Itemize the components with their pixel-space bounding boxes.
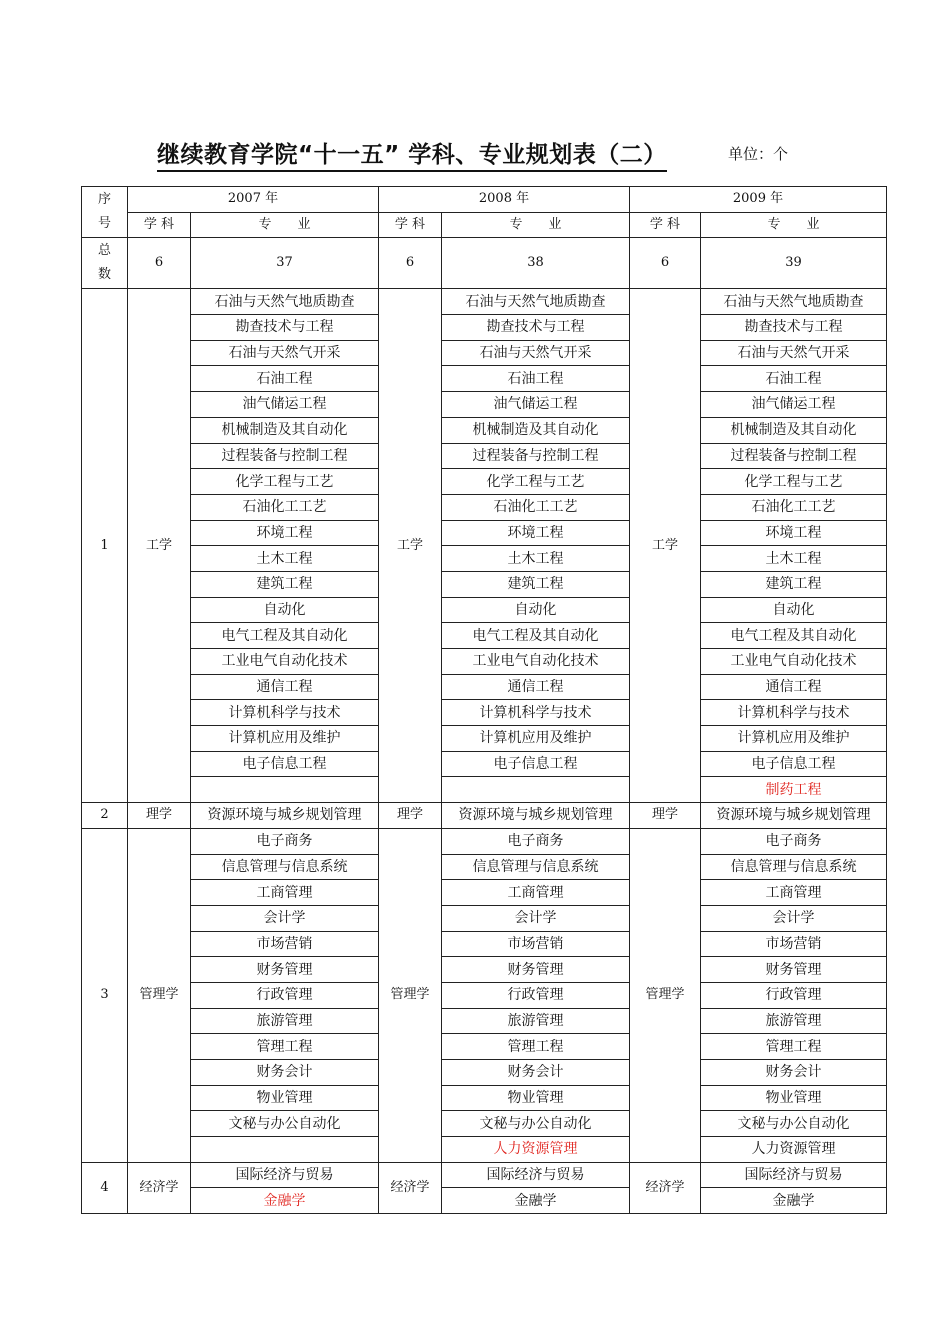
- table-row: [82, 366, 887, 392]
- major-cell: 旅游管理: [442, 1008, 630, 1034]
- major-cell: 会计学: [701, 905, 887, 931]
- major-cell: 国际经济与贸易: [191, 1162, 379, 1188]
- major-cell: 管理工程: [191, 1034, 379, 1060]
- major-cell: [442, 777, 630, 803]
- major-cell: 国际经济与贸易: [701, 1162, 887, 1188]
- table-row: [82, 1008, 887, 1034]
- subject-cell: 经济学: [379, 1162, 442, 1213]
- major-cell: 工商管理: [191, 880, 379, 906]
- table-row: [82, 494, 887, 520]
- major-cell: 石油与天然气开采: [442, 340, 630, 366]
- major-cell: 金融学: [191, 1188, 379, 1214]
- major-cell: 旅游管理: [701, 1008, 887, 1034]
- major-cell: 环境工程: [442, 520, 630, 546]
- table-row: [82, 880, 887, 906]
- seq-header-char: 号: [97, 216, 111, 232]
- major-cell: 金融学: [701, 1188, 887, 1214]
- subject-cell: 管理学: [128, 828, 191, 1162]
- total-subjects-2009: 6: [630, 238, 701, 289]
- major-cell: 过程装备与控制工程: [191, 443, 379, 469]
- major-cell: 勘查技术与工程: [191, 315, 379, 341]
- table-row: [82, 931, 887, 957]
- major-cell: 石油与天然气地质勘查: [191, 289, 379, 315]
- major-cell: 石油工程: [442, 366, 630, 392]
- table-row: [82, 571, 887, 597]
- year-header-2007: 2007 年: [128, 187, 379, 213]
- major-cell: 自动化: [442, 597, 630, 623]
- major-cell: 环境工程: [701, 520, 887, 546]
- major-cell: 计算机应用及维护: [191, 726, 379, 752]
- major-cell: 信息管理与信息系统: [442, 854, 630, 880]
- major-header: 专 业: [442, 212, 630, 238]
- major-cell: 物业管理: [701, 1085, 887, 1111]
- table-row: [82, 726, 887, 752]
- totals-label-cell: [82, 238, 128, 289]
- totals-row: [82, 238, 887, 289]
- subject-cell: 理学: [630, 803, 701, 829]
- major-cell: 机械制造及其自动化: [442, 417, 630, 443]
- table-row: [82, 392, 887, 418]
- totals-label-char: 数: [97, 267, 111, 283]
- subject-cell: 管理学: [379, 828, 442, 1162]
- subject-header: 学 科: [630, 212, 701, 238]
- table-row: [82, 597, 887, 623]
- table-row: [82, 957, 887, 983]
- major-cell: 财务会计: [442, 1060, 630, 1086]
- major-cell: 工业电气自动化技术: [191, 649, 379, 675]
- table-row: [82, 623, 887, 649]
- major-cell: 勘查技术与工程: [442, 315, 630, 341]
- major-cell: 电子商务: [191, 828, 379, 854]
- major-cell: 石油工程: [701, 366, 887, 392]
- major-cell: 行政管理: [442, 982, 630, 1008]
- major-cell: 土木工程: [442, 546, 630, 572]
- total-majors-2008: 38: [442, 238, 630, 289]
- major-cell: 人力资源管理: [701, 1137, 887, 1163]
- major-cell: 电气工程及其自动化: [701, 623, 887, 649]
- major-cell: 旅游管理: [191, 1008, 379, 1034]
- major-cell: 过程装备与控制工程: [442, 443, 630, 469]
- major-cell: 建筑工程: [442, 571, 630, 597]
- major-cell: 财务会计: [701, 1060, 887, 1086]
- table-row: [82, 700, 887, 726]
- major-cell: 金融学: [442, 1188, 630, 1214]
- major-cell: 土木工程: [701, 546, 887, 572]
- major-cell: 石油工程: [191, 366, 379, 392]
- major-cell: 油气储运工程: [191, 392, 379, 418]
- table-row: [82, 854, 887, 880]
- major-cell: 石油与天然气地质勘查: [442, 289, 630, 315]
- plan-table-body: [82, 187, 887, 1214]
- table-row: [82, 289, 887, 315]
- year-header-2009: 2009 年: [630, 187, 887, 213]
- total-subjects-2007: 6: [128, 238, 191, 289]
- major-cell: 计算机科学与技术: [442, 700, 630, 726]
- table-row: [82, 1162, 887, 1188]
- total-subjects-2008: 6: [379, 238, 442, 289]
- table-row: [82, 905, 887, 931]
- major-cell: 通信工程: [191, 674, 379, 700]
- table-row: [82, 1034, 887, 1060]
- major-cell: 电子信息工程: [442, 751, 630, 777]
- major-cell: 电子商务: [701, 828, 887, 854]
- major-cell: 电子信息工程: [191, 751, 379, 777]
- major-cell: 资源环境与城乡规划管理: [442, 803, 630, 829]
- major-cell: 建筑工程: [191, 571, 379, 597]
- major-cell: 财务管理: [191, 957, 379, 983]
- major-cell: 油气储运工程: [442, 392, 630, 418]
- major-cell: 财务管理: [442, 957, 630, 983]
- major-cell: 制药工程: [701, 777, 887, 803]
- table-row: [82, 674, 887, 700]
- header-row-years: [82, 187, 887, 213]
- major-cell: 会计学: [442, 905, 630, 931]
- major-cell: 石油化工工艺: [701, 494, 887, 520]
- major-cell: 文秘与办公自动化: [442, 1111, 630, 1137]
- table-row: [82, 828, 887, 854]
- subject-cell: 管理学: [630, 828, 701, 1162]
- major-cell: 市场营销: [191, 931, 379, 957]
- major-cell: 资源环境与城乡规划管理: [701, 803, 887, 829]
- table-row: [82, 469, 887, 495]
- major-cell: 计算机科学与技术: [191, 700, 379, 726]
- table-row: [82, 1085, 887, 1111]
- major-cell: 电子商务: [442, 828, 630, 854]
- table-row: [82, 649, 887, 675]
- major-cell: 物业管理: [442, 1085, 630, 1111]
- totals-label-char: 总: [97, 243, 111, 259]
- major-cell: [191, 777, 379, 803]
- major-cell: 土木工程: [191, 546, 379, 572]
- major-cell: 化学工程与工艺: [442, 469, 630, 495]
- major-cell: 电子信息工程: [701, 751, 887, 777]
- year-header-2008: 2008 年: [379, 187, 630, 213]
- unit-label: 单位：个: [728, 145, 789, 163]
- major-cell: 人力资源管理: [442, 1137, 630, 1163]
- major-header: 专 业: [701, 212, 887, 238]
- table-row: [82, 777, 887, 803]
- major-cell: 文秘与办公自动化: [701, 1111, 887, 1137]
- major-cell: 财务管理: [701, 957, 887, 983]
- major-cell: 工业电气自动化技术: [442, 649, 630, 675]
- major-cell: 资源环境与城乡规划管理: [191, 803, 379, 829]
- seq-cell: 2: [82, 803, 128, 829]
- subject-cell: 工学: [630, 289, 701, 803]
- major-cell: 通信工程: [442, 674, 630, 700]
- major-cell: 物业管理: [191, 1085, 379, 1111]
- major-cell: 机械制造及其自动化: [191, 417, 379, 443]
- major-cell: 行政管理: [701, 982, 887, 1008]
- subject-cell: 经济学: [630, 1162, 701, 1213]
- subject-cell: 经济学: [128, 1162, 191, 1213]
- major-cell: 建筑工程: [701, 571, 887, 597]
- major-cell: 石油与天然气地质勘查: [701, 289, 887, 315]
- subject-cell: 工学: [128, 289, 191, 803]
- major-cell: 计算机应用及维护: [442, 726, 630, 752]
- major-cell: 财务会计: [191, 1060, 379, 1086]
- major-cell: 信息管理与信息系统: [191, 854, 379, 880]
- page-title: 继续教育学院“十一五” 学科、专业规划表（二）: [157, 136, 667, 172]
- major-cell: 计算机科学与技术: [701, 700, 887, 726]
- major-cell: 管理工程: [701, 1034, 887, 1060]
- major-cell: 市场营销: [442, 931, 630, 957]
- major-cell: 石油与天然气开采: [191, 340, 379, 366]
- table-row: [82, 315, 887, 341]
- seq-cell: 1: [82, 289, 128, 803]
- major-cell: 管理工程: [442, 1034, 630, 1060]
- header-row-columns: [82, 212, 887, 238]
- major-cell: 石油与天然气开采: [701, 340, 887, 366]
- table-row: [82, 751, 887, 777]
- subject-header: 学 科: [379, 212, 442, 238]
- major-cell: 电气工程及其自动化: [191, 623, 379, 649]
- major-cell: 国际经济与贸易: [442, 1162, 630, 1188]
- seq-cell: 3: [82, 828, 128, 1162]
- major-cell: 会计学: [191, 905, 379, 931]
- major-cell: 化学工程与工艺: [191, 469, 379, 495]
- major-cell: 环境工程: [191, 520, 379, 546]
- subject-header: 学 科: [128, 212, 191, 238]
- table-row: [82, 1060, 887, 1086]
- seq-header-char: 序: [97, 192, 111, 208]
- table-row: [82, 1111, 887, 1137]
- table-row: [82, 417, 887, 443]
- major-cell: 电气工程及其自动化: [442, 623, 630, 649]
- major-cell: 工业电气自动化技术: [701, 649, 887, 675]
- table-row: [82, 443, 887, 469]
- table-row: [82, 1137, 887, 1163]
- major-cell: 过程装备与控制工程: [701, 443, 887, 469]
- major-cell: 自动化: [191, 597, 379, 623]
- major-cell: 机械制造及其自动化: [701, 417, 887, 443]
- major-cell: [191, 1137, 379, 1163]
- major-cell: 石油化工工艺: [191, 494, 379, 520]
- table-row: [82, 803, 887, 829]
- seq-header-cell: [82, 187, 128, 238]
- table-row: [82, 520, 887, 546]
- major-cell: 通信工程: [701, 674, 887, 700]
- subject-cell: 工学: [379, 289, 442, 803]
- major-cell: 行政管理: [191, 982, 379, 1008]
- table-row: [82, 340, 887, 366]
- major-cell: 计算机应用及维护: [701, 726, 887, 752]
- total-majors-2009: 39: [701, 238, 887, 289]
- major-cell: 文秘与办公自动化: [191, 1111, 379, 1137]
- major-cell: 石油化工工艺: [442, 494, 630, 520]
- total-majors-2007: 37: [191, 238, 379, 289]
- major-cell: 化学工程与工艺: [701, 469, 887, 495]
- major-cell: 勘查技术与工程: [701, 315, 887, 341]
- major-cell: 工商管理: [701, 880, 887, 906]
- plan-table: [81, 186, 887, 1214]
- major-cell: 市场营销: [701, 931, 887, 957]
- table-row: [82, 546, 887, 572]
- major-cell: 自动化: [701, 597, 887, 623]
- major-cell: 油气储运工程: [701, 392, 887, 418]
- subject-cell: 理学: [128, 803, 191, 829]
- major-cell: 信息管理与信息系统: [701, 854, 887, 880]
- table-row: [82, 1188, 887, 1214]
- seq-cell: 4: [82, 1162, 128, 1213]
- major-header: 专 业: [191, 212, 379, 238]
- table-row: [82, 982, 887, 1008]
- major-cell: 工商管理: [442, 880, 630, 906]
- subject-cell: 理学: [379, 803, 442, 829]
